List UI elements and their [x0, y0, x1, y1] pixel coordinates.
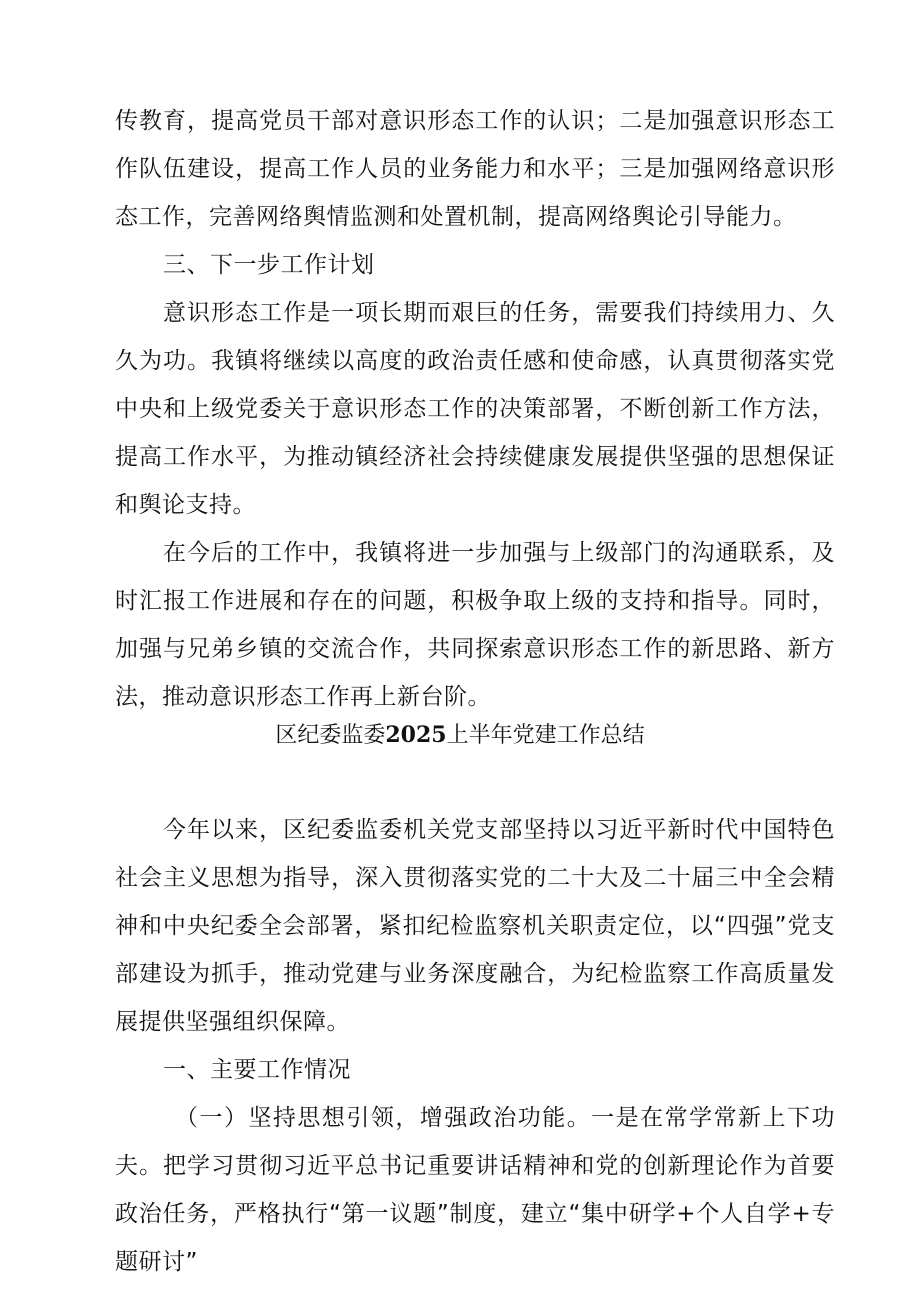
title-prefix: 区纪委监委 — [275, 723, 386, 748]
text-block-top — [115, 97, 835, 721]
paragraph-intro: 今年以来，区纪委监委机关党支部坚持以习近平新时代中国特色社会主义思想为指导，深入贯彻落实党的二十大及二十届三中全会精神和中央纪委全会部署，紧扣纪检监察机关职责定位，以“四强”党支部建设为抓手，推动党建与业务深度融合，为纪检监察工作高质量发展提供坚强组织保障。 — [115, 817, 835, 1035]
text-block-bottom — [115, 806, 835, 1286]
paragraph-continuation: 传教育，提高党员干部对意识形态工作的认识；二是加强意识形态工作队伍建设，提高工作人员的业务能力和水平；三是加强网络意识形态工作，完善网络舆情监测和处置机制，提高网络舆论引导能力。 — [115, 108, 835, 230]
section-heading-next-steps: 三、下一步工作计划 — [163, 252, 375, 278]
paragraph-thought-leadership: （一）坚持思想引领，增强政治功能。一是在常学常新上下功夫。把学习贯彻习近平总书记重要讲话精神和党的创新理论作为首要政治任务，严格执行“第一议题”制度，建立“集中研学+个人自学+专题研讨” — [115, 1105, 835, 1275]
paragraph-future-work: 在今后的工作中，我镇将进一步加强与上级部门的沟通联系，及时汇报工作进展和存在的问题，积极争取上级的支持和指导。同时，加强与兄弟乡镇的交流合作，共同探索意识形态工作的新思路、新方法，推动意识形态工作再上新台阶。 — [115, 540, 835, 710]
title-year: 2025 — [385, 722, 447, 748]
section-heading-main-work: 一、主要工作情况 — [163, 1057, 351, 1083]
paragraph-work-plan: 意识形态工作是一项长期而艰巨的任务，需要我们持续用力、久久为功。我镇将继续以高度的政治责任感和使命感，认真贯彻落实党中央和上级党委关于意识形态工作的决策部署，不断创新工作方法，提高工作水平，为推动镇经济社会持续健康发展提供坚强的思想保证和舆论支持。 — [115, 300, 835, 518]
title-suffix: 上半年党建工作总结 — [446, 723, 645, 748]
document-title — [0, 711, 920, 760]
